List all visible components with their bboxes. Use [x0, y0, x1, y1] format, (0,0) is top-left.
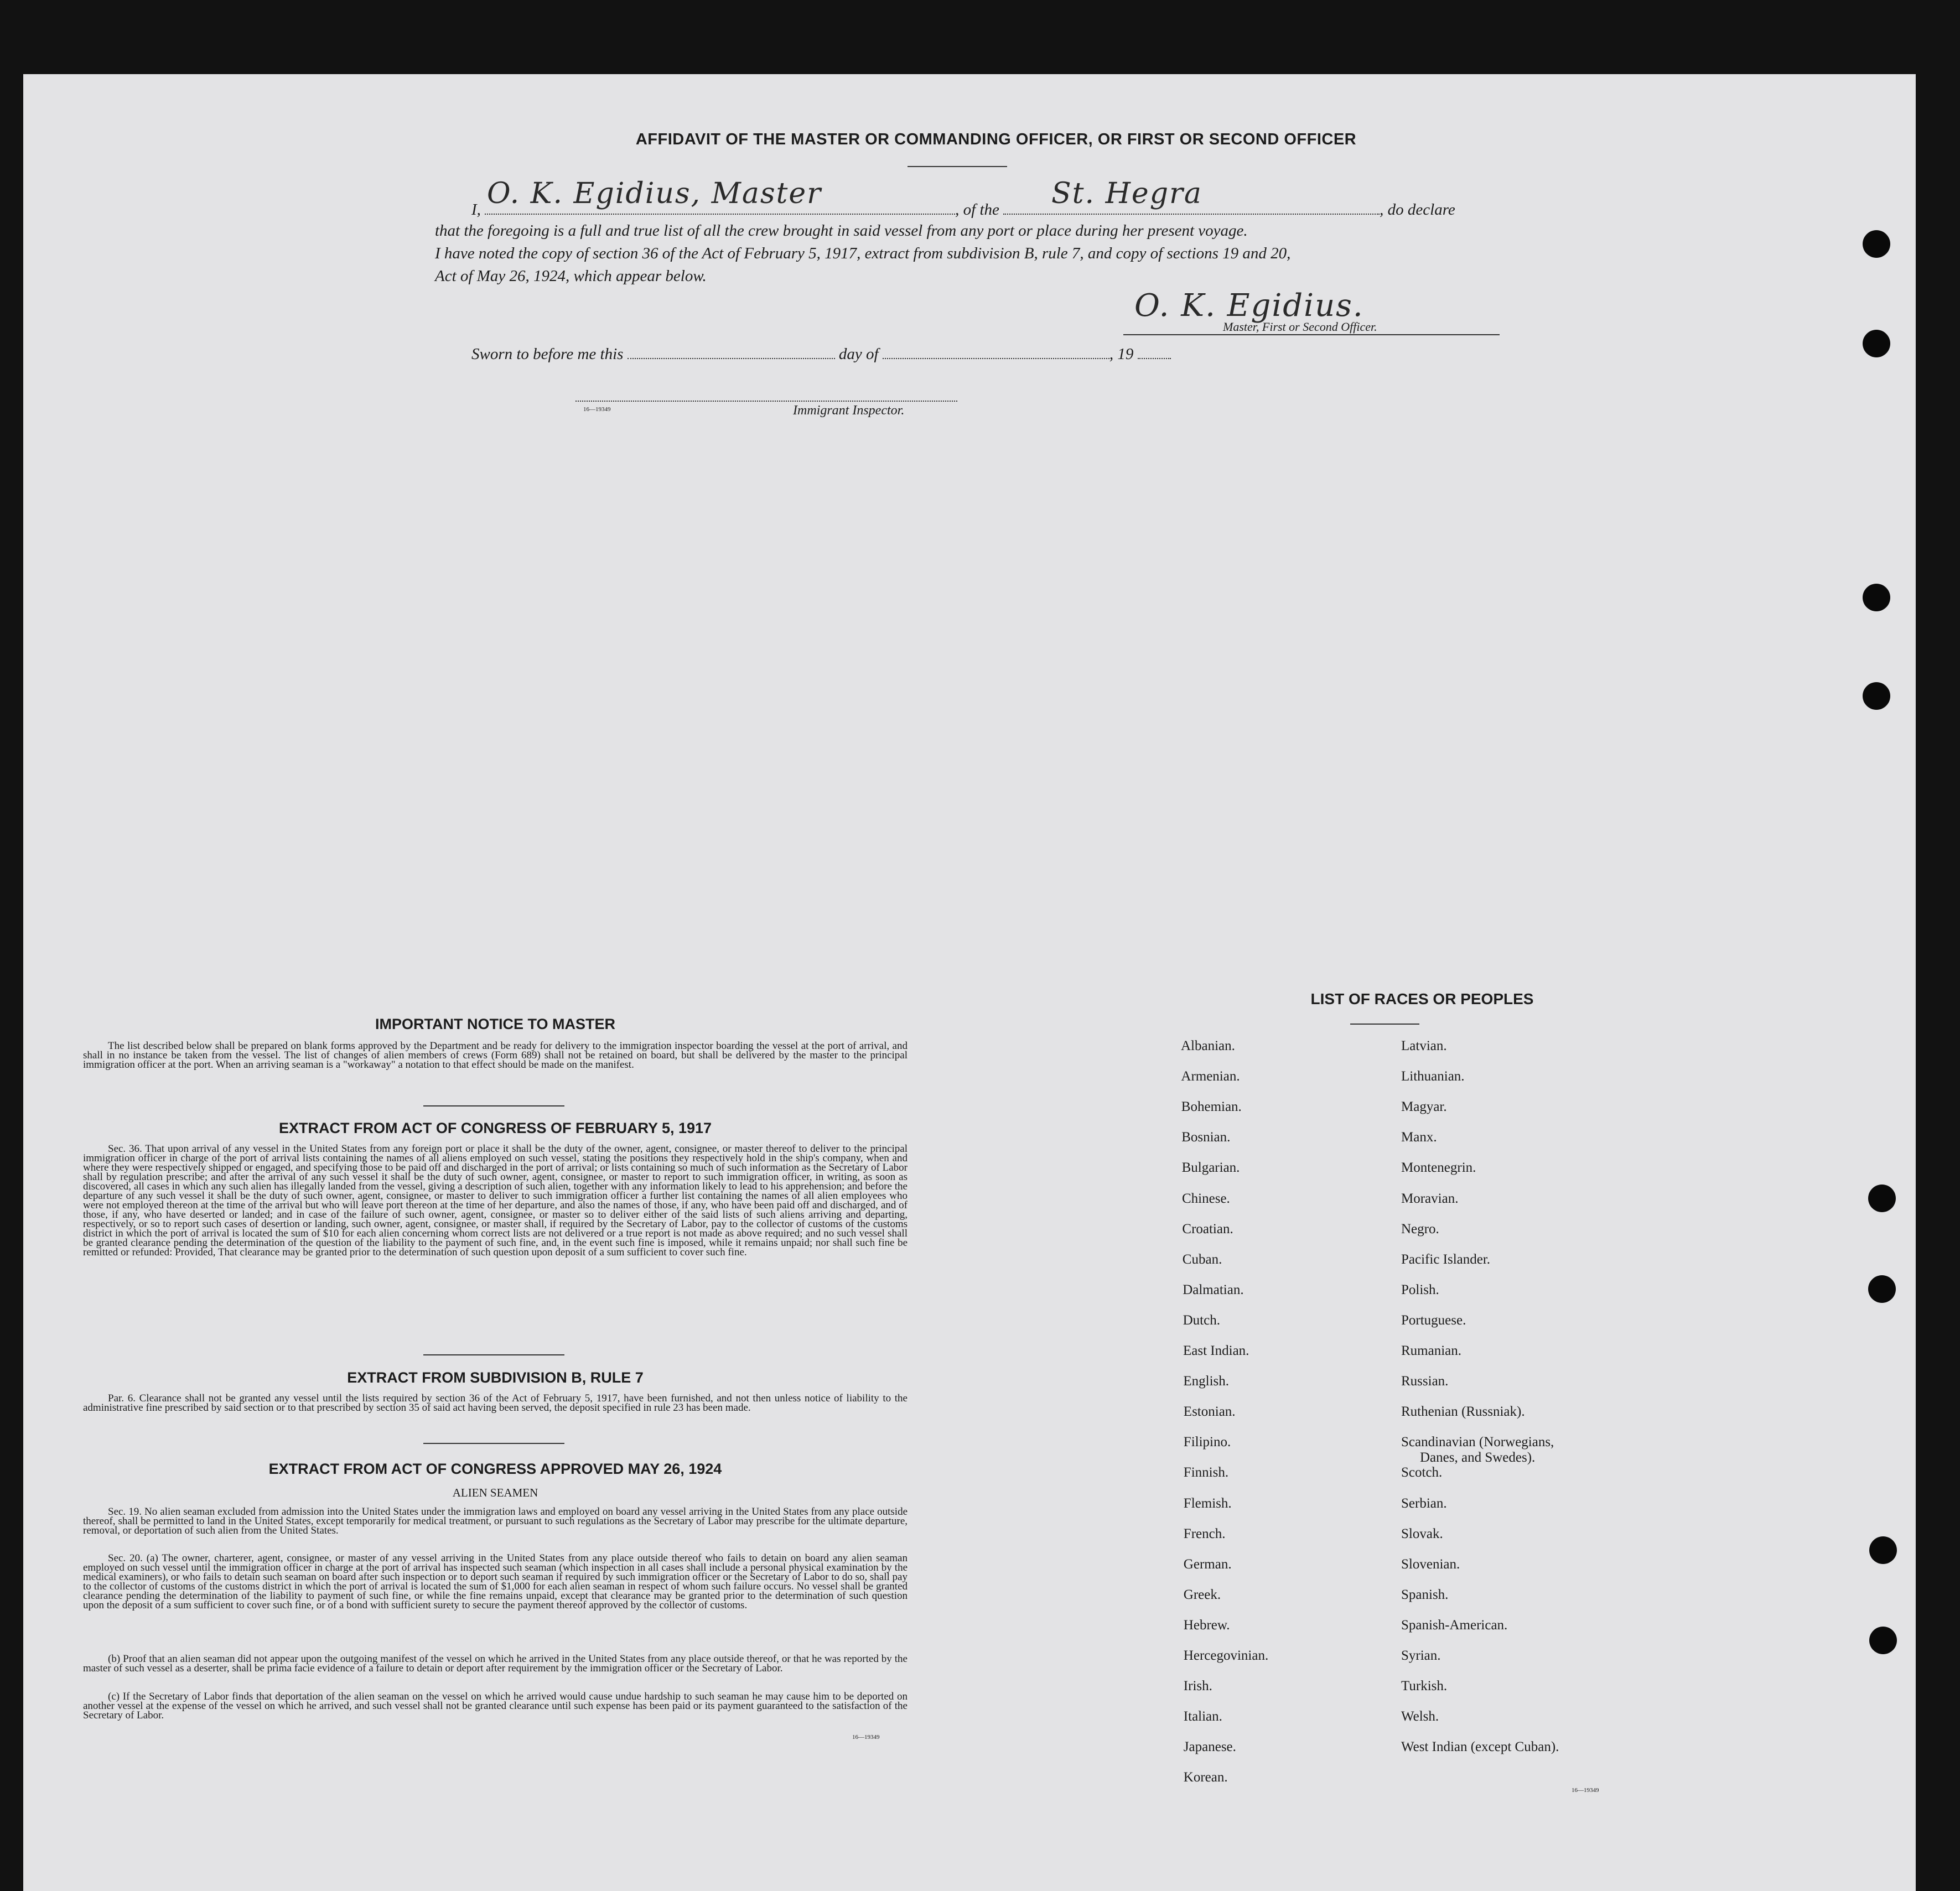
race-item: Montenegrin. — [1401, 1160, 1476, 1176]
race-item: Latvian. — [1401, 1038, 1447, 1053]
race-item: Rumanian. — [1401, 1343, 1462, 1358]
affidavit-line-3: I have noted the copy of section 36 of the Act of February 5, 1917, extract from subdivision B, rule 7, and copy of sections 19 and 20, — [435, 245, 1291, 262]
race-item: Dutch. — [1183, 1312, 1220, 1328]
race-item: Welsh. — [1401, 1709, 1439, 1724]
race-item: Estonian. — [1183, 1404, 1236, 1420]
race-item: Finnish. — [1183, 1465, 1229, 1480]
affidavit-mid: , of the — [955, 201, 999, 219]
race-item: Cuban. — [1182, 1251, 1222, 1267]
races-title: LIST OF RACES OR PEOPLES — [1310, 990, 1534, 1007]
sworn-line — [471, 343, 1171, 366]
master-signature: O. K. Egidius. — [1134, 288, 1364, 324]
form-number: 16—19349 — [852, 1734, 880, 1741]
race-item: Negro. — [1401, 1221, 1439, 1237]
punch-hole — [1863, 682, 1890, 710]
handwritten-vessel-name: St. Hegra — [1051, 177, 1202, 210]
race-item: French. — [1183, 1526, 1226, 1541]
race-item: Magyar. — [1401, 1099, 1447, 1115]
race-item: Chinese. — [1182, 1191, 1230, 1206]
sworn-year-field[interactable] — [1138, 344, 1171, 359]
race-item: Bulgarian. — [1181, 1160, 1240, 1176]
race-item: English. — [1183, 1374, 1230, 1389]
race-item: Bohemian. — [1181, 1099, 1242, 1115]
race-item: Scandinavian (Norwegians, — [1401, 1435, 1554, 1450]
divider — [1350, 1024, 1419, 1025]
extract-1924-title: EXTRACT FROM ACT OF CONGRESS APPROVED MAY 26, 1924 — [268, 1461, 722, 1477]
race-item: Spanish. — [1401, 1587, 1449, 1602]
sworn-month-field[interactable] — [883, 344, 1109, 359]
race-item: Turkish. — [1401, 1679, 1448, 1694]
race-item: Irish. — [1183, 1679, 1212, 1694]
inspector-signature-line — [575, 401, 957, 402]
race-item: Korean. — [1183, 1770, 1228, 1785]
punch-hole — [1863, 584, 1890, 611]
punch-hole — [1868, 1275, 1896, 1303]
sworn-day-label: day of — [838, 345, 879, 363]
race-item: Flemish. — [1183, 1495, 1232, 1511]
race-item: Armenian. — [1181, 1069, 1240, 1084]
affidavit-prefix: I, — [471, 201, 481, 219]
race-item: Scotch. — [1401, 1465, 1443, 1480]
race-item: West Indian (except Cuban). — [1401, 1739, 1559, 1755]
section-20a-body: Sec. 20. (a) The owner, charterer, agent, consignee, or master of any vessel arriving in the United States from any place outside thereof who fails to detain on board any alien seaman employed on such vessel until the immigration officer in charge at the port of arrival has inspected such seaman (which inspection in all cases shall include a personal physical examination by the medical examiners), or who fails to detain such seaman on board after such inspection or to deport such seaman if required by such immigration officer or the Secretary of Labor to do so, shall pay to the collector of customs of the customs district in which the port of arrival is located the sum of $1,000 for each alien seaman in respect of whom such failure occurs. No vessel shall be granted clearance pending the determination of the liability to payment of such fine, or while the fine remains unpaid, except that clearance may be granted prior to the determination of such question upon the deposit of a sum sufficient to cover such fine, or of a bond with sufficient surety to secure the payment thereof approved by the collector of customs. — [83, 1552, 908, 1611]
section-19-body: Sec. 19. No alien seaman excluded from admission into the United States under the immigration laws and employed on board any vessel arriving in the United States from any place outside thereof, shall be permitted to land in the United States, except temporarily for medical treatment, or pursuant to such regulations as the Secretary of Labor may prescribe for the ultimate departure, removal, or deportation of such alien from the United States. — [83, 1506, 908, 1536]
race-item: Serbian. — [1401, 1495, 1447, 1511]
race-item: Croatian. — [1182, 1221, 1233, 1237]
race-item: Slovak. — [1401, 1526, 1443, 1541]
race-item: German. — [1183, 1556, 1232, 1572]
race-item: Slovenian. — [1401, 1556, 1460, 1572]
notice-body: The list described below shall be prepared on blank forms approved by the Department and be ready for delivery to the immigration inspector boarding the vessel at the port of arrival, and shall in no instance be taken from the vessel. The list of changes of alien members of crews (Form 689) shall not be retained on board, but shall be delivered by the master to the principal immigration officer at the port. When an arriving seaman is a "workaway" a notation to that effect should be made on the manifest. — [83, 1040, 908, 1071]
race-item: Danes, and Swedes). — [1420, 1450, 1536, 1466]
form-number: 16—19349 — [583, 406, 611, 413]
divider — [423, 1105, 564, 1106]
race-item: Japanese. — [1183, 1739, 1236, 1755]
race-item: Dalmatian. — [1183, 1282, 1244, 1297]
notice-title: IMPORTANT NOTICE TO MASTER — [375, 1016, 615, 1032]
race-item: East Indian. — [1183, 1343, 1249, 1358]
race-item: Italian. — [1183, 1709, 1222, 1724]
race-item: Ruthenian (Russniak). — [1401, 1404, 1525, 1420]
race-item: Greek. — [1183, 1587, 1221, 1602]
race-item: Polish. — [1401, 1282, 1439, 1297]
handwritten-master-name: O. K. Egidius, Master — [487, 177, 822, 210]
race-item: Albanian. — [1181, 1038, 1235, 1053]
extract-1917-title: EXTRACT FROM ACT OF CONGRESS OF FEBRUARY 5, 1917 — [278, 1120, 712, 1136]
punch-hole — [1863, 330, 1890, 357]
section-20c-body: (c) If the Secretary of Labor finds that deportation of the alien seaman on the vessel on which he arrived would cause undue hardship to such seaman he may cause him to be deported on another vessel at the expense of the vessel on which he arrived, and such vessel shall not be granted clearance until such expense has been paid or its payment guaranteed to the satisfaction of the Secretary of Labor. — [83, 1691, 908, 1721]
affidavit-line-4: Act of May 26, 1924, which appear below. — [435, 267, 707, 285]
punch-hole — [1863, 230, 1890, 258]
race-item: Hercegovinian. — [1183, 1648, 1269, 1663]
alien-seamen-subtitle: ALIEN SEAMEN — [452, 1486, 538, 1499]
affidavit-title: AFFIDAVIT OF THE MASTER OR COMMANDING OFFICER, OR FIRST OR SECOND OFFICER — [635, 131, 1357, 148]
race-item: Manx. — [1401, 1130, 1437, 1145]
divider — [423, 1354, 564, 1355]
rule-7-body: Par. 6. Clearance shall not be granted any vessel until the lists required by section 36 of the Act of February 5, 1917, have been furnished, and not then unless notice of liability to the administrative fine prescribed by said section or to that prescribed by section 35 of said act having been served, the deposit specified in rule 23 has been made. — [83, 1393, 908, 1414]
inspector-caption: Immigrant Inspector. — [793, 403, 905, 418]
punch-hole — [1869, 1536, 1897, 1564]
sworn-day-field[interactable] — [628, 344, 835, 359]
punch-hole — [1869, 1627, 1897, 1654]
race-item: Pacific Islander. — [1401, 1251, 1491, 1267]
affidavit-line-2: that the foregoing is a full and true list of all the crew brought in said vessel from any port or place during her present voyage. — [435, 222, 1248, 240]
affidavit-suffix: , do declare — [1380, 201, 1455, 219]
race-item: Bosnian. — [1181, 1130, 1231, 1145]
race-item: Portuguese. — [1401, 1312, 1466, 1328]
sworn-prefix: Sworn to before me this — [471, 345, 624, 363]
form-number: 16—19349 — [1572, 1787, 1599, 1794]
race-item: Syrian. — [1401, 1648, 1441, 1663]
punch-hole — [1868, 1185, 1896, 1212]
extract-1917-body: Sec. 36. That upon arrival of any vessel in the United States from any foreign port or place it shall be the duty of the owner, agent, consignee, or master thereof to deliver to the principal immigration officer in charge of the port of arrival lists containing the names of all aliens employed on such vessel, stating the positions they respectively hold in the ship's company, when and where they were respectively shipped or engaged, and specifying those to be paid off and discharged in the port of arrival; or lists containing so much of such information as the Secretary of Labor shall by regulation prescribe; and after the arrival of any such vessel it shall be the duty of such owner, agent, consignee, or master to report to such immigration officer, in writing, as soon as discovered, all cases in which any such alien has illegally landed from the vessel, giving a description of such alien, together with any information likely to lead to his apprehension; and before the departure of any such vessel it shall be the duty of such owner, agent, consignee, or master to deliver to such immigration officer a further list containing the names of all alien employees who were not employed thereon at the time of the arrival but who will leave port thereon at the time of her departure, and also the names of those, if any, who have been paid off and discharged, and of those, if any, who have deserted or landed; and in case of the failure of such owner, agent, consignee, or master so to deliver either of the said lists of such aliens arriving and departing, respectively, or so to report such cases of desertion or landing, such owner, agent, consignee, or master shall, if required by the Secretary of Labor, pay to the collector of customs of the customs district in which the port of arrival is located the sum of $10 for each alien concerning whom correct lists are not delivered or a true report is not made as above required; and no such vessel shall be granted clearance pending the determination of the question of the liability to the payment of such fine, and, in the event such fine is imposed, while it remains unpaid; nor shall such fine be remitted or refunded: Provided, That clearance may be granted prior to the determination of such question upon deposit of a sum sufficient to cover such fine. — [83, 1143, 908, 1258]
divider — [908, 166, 1007, 167]
divider — [423, 1443, 564, 1444]
rule-7-title: EXTRACT FROM SUBDIVISION B, RULE 7 — [347, 1369, 644, 1386]
race-item: Spanish-American. — [1401, 1617, 1508, 1633]
signature-caption: Master, First or Second Officer. — [1223, 320, 1377, 334]
sworn-year-label: , 19 — [1109, 345, 1134, 363]
signature-line — [1123, 334, 1500, 335]
race-item: Moravian. — [1401, 1191, 1459, 1206]
race-item: Filipino. — [1183, 1435, 1231, 1450]
race-item: Lithuanian. — [1401, 1069, 1465, 1084]
race-item: Russian. — [1401, 1374, 1449, 1389]
race-item: Hebrew. — [1183, 1617, 1230, 1633]
section-20b-body: (b) Proof that an alien seaman did not appear upon the outgoing manifest of the vessel on which he arrived in the United States from any place outside thereof, or that he was reported by the master of such vessel as a deserter, shall be prima facie evidence of a failure to detain or deport after requirement by the immigration officer or the Secretary of Labor. — [83, 1653, 908, 1674]
